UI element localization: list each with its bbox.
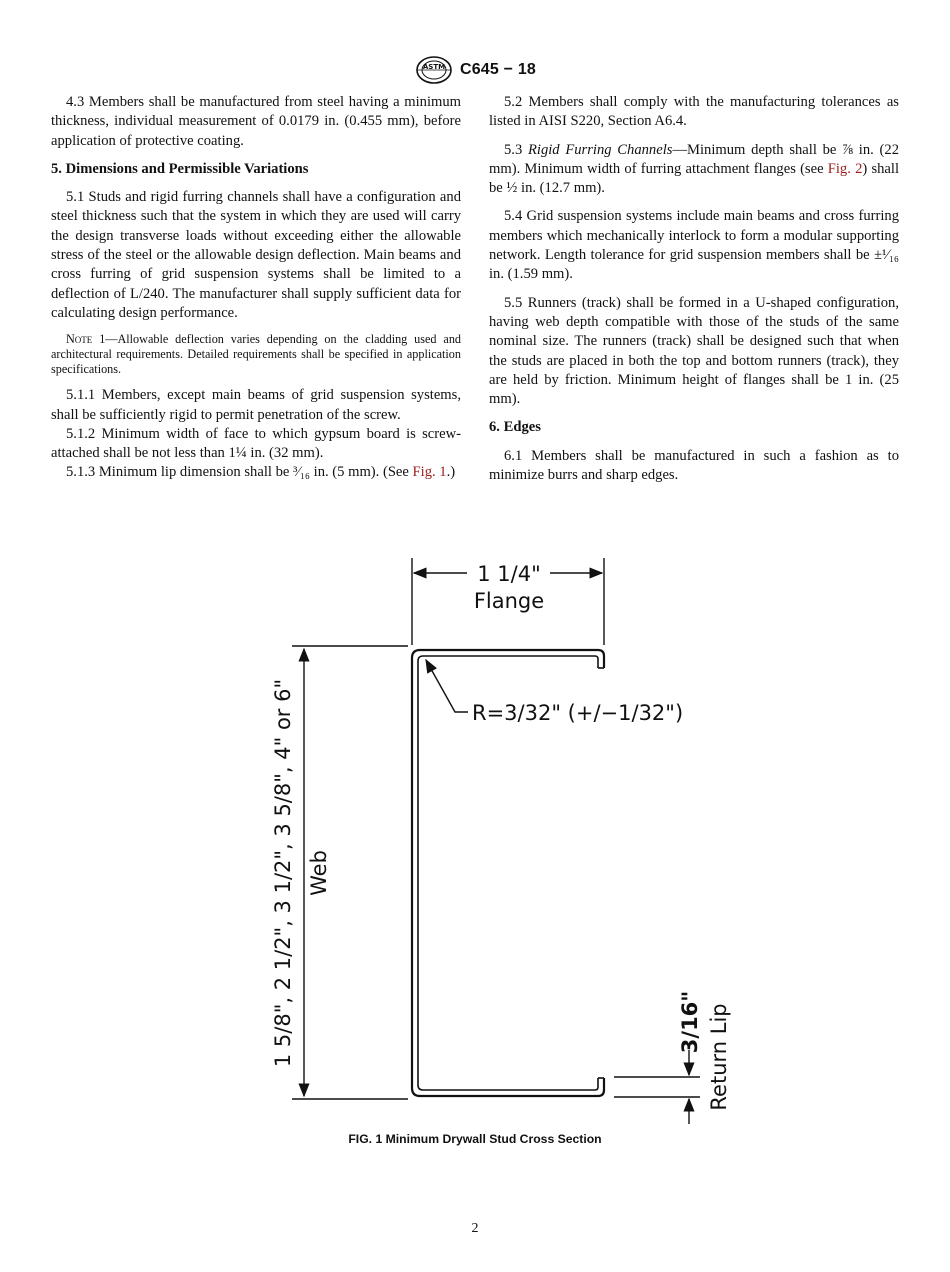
- paragraph-5-3-text: —Minimum depth shall be ⅞ in. (22 mm). Minimum width of furring attachment flanges (see: [489, 141, 900, 177]
- radius-label: R=3/32" (+/−1/32"): [472, 701, 684, 725]
- paragraph-5-4: 5.4 Grid suspension systems include main beams and cross furring members which mechanically interlock to form a modular supporting network. Length tolerance for grid suspension members shall be ±¹⁄₁₆ in. (1.59 mm).: [489, 208, 899, 283]
- figure-1-stud-cross-section: [0, 550, 950, 1130]
- fig-2-link[interactable]: Fig. 2: [827, 160, 863, 177]
- paragraph-5-1: 5.1 Studs and rigid furring channels shall have a configuration and steel thickness such that the system in which they are used will carry the design transverse loads without exceeding either the allowable stress of the steel or the allowable design deflection. Main beams and cross furring of grid suspension systems shall be limited to a deflection of L/240. The manufacturer shall supply sufficient data for calculating design performance.: [51, 189, 461, 321]
- figure-1-caption: FIG. 1 Minimum Drywall Stud Cross Section: [348, 1132, 602, 1146]
- web-label: Web: [307, 850, 331, 896]
- paragraph-5-1-3: [51, 463, 461, 482]
- astm-logo-icon: [414, 55, 454, 85]
- paragraph-5-3: [489, 141, 899, 199]
- paragraph-4-3: 4.3 Members shall be manufactured from steel having a minimum thickness, individual measurement of 0.0179 in. (0.455 mm), before application of protective coating.: [51, 94, 461, 149]
- paragraph-5-1-2: 5.1.2 Minimum width of face to which gypsum board is screw-attached shall be not less than 1¼ in. (32 mm).: [51, 425, 461, 462]
- document-id: C645 − 18: [459, 61, 537, 78]
- paragraph-5-1-3-end: .): [446, 464, 456, 481]
- radius-leader-line: [426, 660, 468, 712]
- section-5-heading: 5. Dimensions and Permissible Variations: [51, 160, 309, 177]
- note-1-text: —Allowable deflection varies depending on the cladding used and architectural requirements. Detailed requirements shall be specified in application specifications.: [51, 332, 462, 377]
- paragraph-5-2: 5.2 Members shall comply with the manufacturing tolerances as listed in AISI S220, Section A6.4.: [489, 94, 899, 130]
- paragraph-5-1-1: 5.1.1 Members, except main beams of grid suspension systems, shall be sufficiently rigid to permit penetration of the screw.: [51, 387, 461, 423]
- return-lip-label: Return Lip: [707, 1003, 731, 1111]
- flange-label: Flange: [473, 589, 545, 613]
- lip-dimension-value: 3/16": [678, 990, 702, 1054]
- fig-1-link[interactable]: Fig. 1: [412, 464, 447, 481]
- page-header: [0, 55, 950, 85]
- section-6-heading: 6. Edges: [489, 419, 541, 436]
- paragraph-5-5: 5.5 Runners (track) shall be formed in a U-shaped configuration, having web depth compatible with those of the studs of the same nominal size. The runners (track) shall be designed such that when the studs are placed in both the top and bottom runners (track), they are held by friction. Minimum height of flanges shall be 1 in. (25 mm).: [489, 294, 899, 408]
- flange-dimension-value: 1 1/4": [477, 562, 541, 586]
- left-column: [51, 93, 461, 483]
- paragraph-5-1-3-text: 5.1.3 Minimum lip dimension shall be ³⁄₁₆ in. (5 mm). (See: [66, 464, 413, 481]
- right-column: [489, 93, 899, 494]
- paragraph-5-3-end: ) shall be ½ in. (12.7 mm).: [489, 160, 900, 197]
- web-dimension-values: 1 5/8", 2 1/2", 3 1/2", 3 5/8", 4" or 6": [271, 678, 295, 1068]
- paragraph-5-3-title: Rigid Furring Channels: [527, 141, 673, 158]
- note-1-label: Note 1: [66, 332, 106, 347]
- page-number: 2: [471, 1221, 479, 1236]
- paragraph-5-3-number: 5.3: [504, 141, 528, 158]
- note-1: [51, 332, 461, 377]
- astm-logo-text: ASTM: [422, 63, 446, 71]
- paragraph-6-1: 6.1 Members shall be manufactured in such a fashion as to minimize burrs and sharp edges.: [489, 447, 899, 484]
